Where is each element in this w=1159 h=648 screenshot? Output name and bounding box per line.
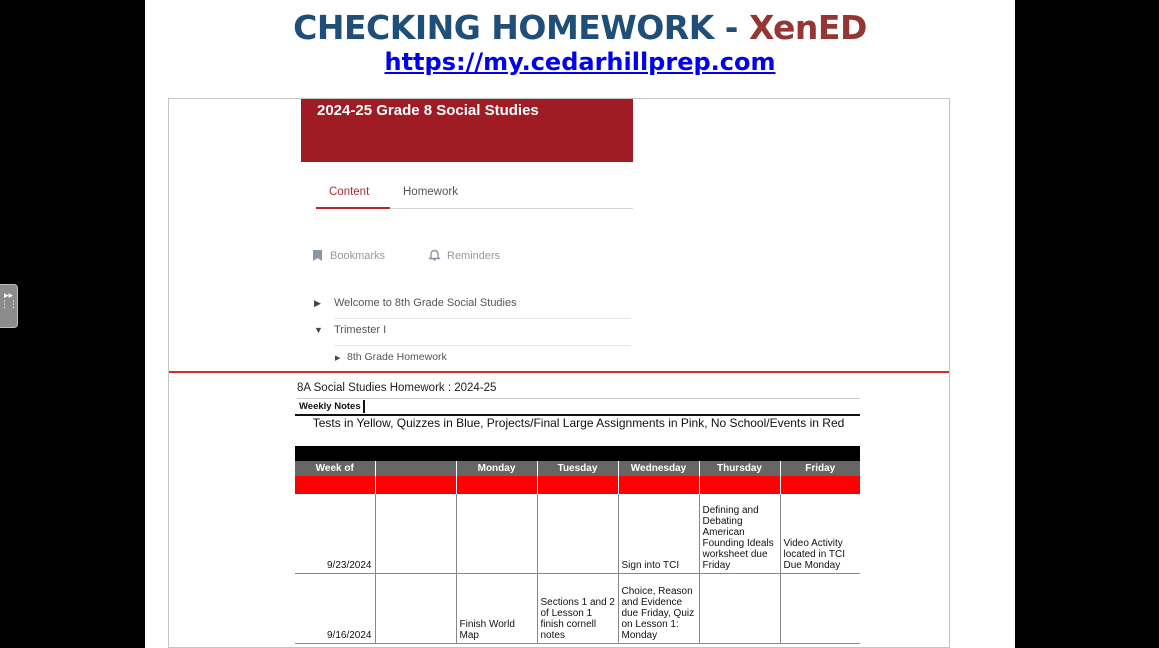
week-cell: 9/23/2024 xyxy=(295,494,375,574)
tree-item-homework[interactable] xyxy=(335,351,447,363)
tab-homework[interactable]: Homework xyxy=(403,186,458,198)
homework-doc-title: 8A Social Studies Homework : 2024-25 xyxy=(297,382,497,394)
slide-title-main: CHECKING HOMEWORK - xyxy=(293,8,749,47)
event-cell xyxy=(295,476,375,494)
slide xyxy=(145,0,1015,648)
tree-item-label: 8th Grade Homework xyxy=(347,351,447,363)
collapsed-triangle-icon: ▶ xyxy=(314,298,321,308)
tuesday-cell: Sections 1 and 2 of Lesson 1 finish cornell notes xyxy=(537,574,618,644)
column-header: Friday xyxy=(780,461,860,476)
tree-divider xyxy=(334,345,631,346)
column-header xyxy=(375,461,456,476)
column-header: Monday xyxy=(456,461,537,476)
bell-icon xyxy=(428,249,441,262)
weekly-notes-label: Weekly Notes xyxy=(297,400,365,413)
slide-title xyxy=(145,8,1015,47)
friday-cell: Video Activity located in TCI Due Monday xyxy=(780,494,860,574)
tree-item-welcome[interactable] xyxy=(314,297,517,309)
friday-cell xyxy=(780,574,860,644)
table-row xyxy=(295,574,860,644)
bookmarks-label: Bookmarks xyxy=(330,250,386,262)
table-top-bar xyxy=(295,446,860,461)
homework-table xyxy=(295,461,860,644)
column-header: Week of xyxy=(295,461,375,476)
event-cell xyxy=(618,476,699,494)
side-panel-handle[interactable]: ▸▸ ⋮⋮ xyxy=(0,284,18,328)
bookmark-icon xyxy=(311,249,324,262)
column-header: Wednesday xyxy=(618,461,699,476)
course-banner xyxy=(301,99,633,162)
tree-item-trimester[interactable] xyxy=(314,324,386,336)
color-legend-text: Tests in Yellow, Quizzes in Blue, Projects/Final Large Assignments in Pink, No School/Events in Red xyxy=(312,416,845,430)
table-cell xyxy=(375,494,456,574)
monday-cell: Finish World Map xyxy=(456,574,537,644)
expanded-triangle-icon: ▼ xyxy=(314,325,323,335)
week-cell: 9/16/2024 xyxy=(295,574,375,644)
collapsed-triangle-icon: ▶ xyxy=(335,355,341,362)
event-cell xyxy=(699,476,780,494)
wednesday-cell: Sign into TCI xyxy=(618,494,699,574)
tab-active-indicator xyxy=(316,207,390,209)
monday-cell xyxy=(456,494,537,574)
reminders-button[interactable] xyxy=(428,249,500,262)
table-row xyxy=(295,494,860,574)
slide-title-brand: XenED xyxy=(748,8,867,47)
red-divider xyxy=(169,371,949,373)
bookmarks-button[interactable] xyxy=(311,249,385,262)
table-cell xyxy=(375,574,456,644)
table-header-row xyxy=(295,461,860,476)
event-cell xyxy=(375,476,456,494)
event-cell xyxy=(456,476,537,494)
event-cell xyxy=(780,476,860,494)
doc-rule xyxy=(297,398,860,399)
event-cell xyxy=(537,476,618,494)
tree-item-label: Trimester I xyxy=(334,324,387,336)
course-title: 2024-25 Grade 8 Social Studies xyxy=(317,102,539,119)
tree-item-label: Welcome to 8th Grade Social Studies xyxy=(334,297,517,309)
tree-divider xyxy=(334,318,631,319)
column-header: Thursday xyxy=(699,461,780,476)
thursday-cell: Defining and Debating American Founding Ideals worksheet due Friday xyxy=(699,494,780,574)
wednesday-cell: Choice, Reason and Evidence due Friday, Quiz on Lesson 1: Monday xyxy=(618,574,699,644)
site-url-link[interactable]: https://my.cedarhillprep.com xyxy=(384,48,776,76)
reminders-label: Reminders xyxy=(447,250,501,262)
column-header: Tuesday xyxy=(537,461,618,476)
tab-content[interactable]: Content xyxy=(329,186,370,198)
thursday-cell xyxy=(699,574,780,644)
screenshot-frame xyxy=(168,98,950,648)
tuesday-cell xyxy=(537,494,618,574)
event-row xyxy=(295,476,860,494)
